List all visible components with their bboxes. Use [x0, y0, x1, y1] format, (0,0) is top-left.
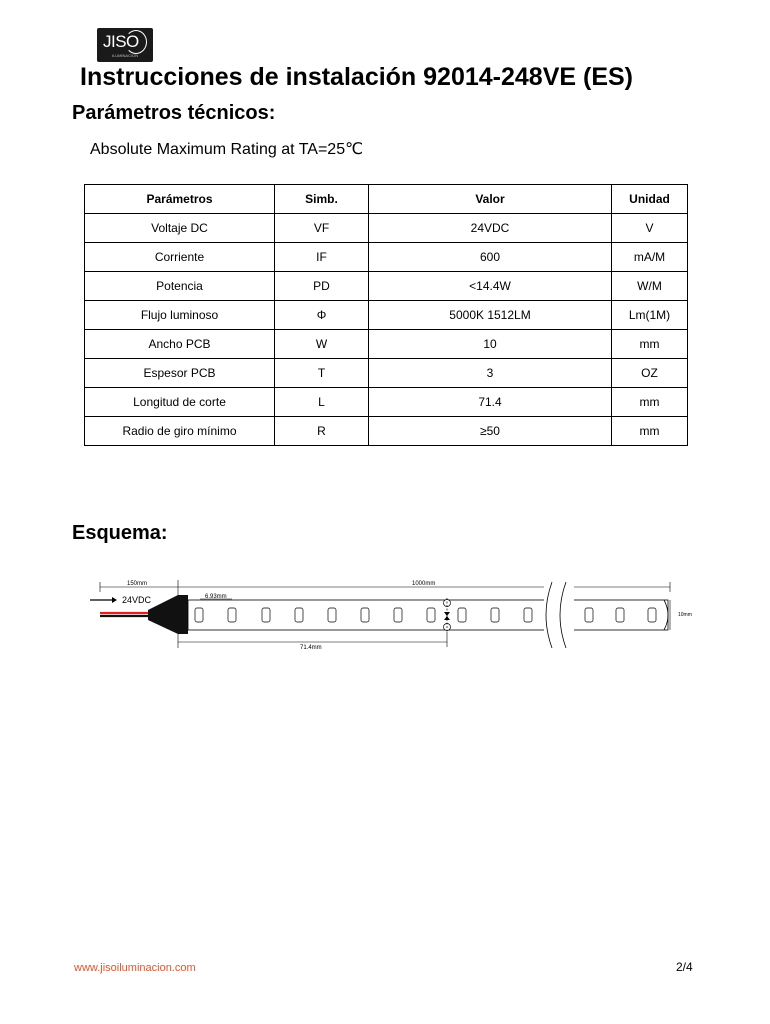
table-cell: IF [275, 243, 369, 272]
table-cell: 24VDC [369, 214, 612, 243]
table-cell: 600 [369, 243, 612, 272]
table-cell: Corriente [85, 243, 275, 272]
table-cell: Ancho PCB [85, 330, 275, 359]
table-cell: L [275, 388, 369, 417]
table-cell: VF [275, 214, 369, 243]
dim-label-wire: 150mm [127, 581, 148, 587]
table-cell: W/M [612, 272, 688, 301]
table-cell: Flujo luminoso [85, 301, 275, 330]
section-heading-parameters: Parámetros técnicos: [72, 102, 276, 124]
dim-label-total: 1000mm [412, 581, 436, 587]
voltage-label: 24VDC [122, 595, 152, 605]
table-row [85, 301, 688, 330]
table-cell: Φ [275, 301, 369, 330]
connector [148, 595, 188, 634]
brand-logo [97, 28, 153, 62]
table-cell: 5000K 1512LM [369, 301, 612, 330]
table-cell: 71.4 [369, 388, 612, 417]
table-cell: Longitud de corte [85, 388, 275, 417]
table-cell: <14.4W [369, 272, 612, 301]
table-cell: Lm(1M) [612, 301, 688, 330]
table-row [85, 359, 688, 388]
table-cell: T [275, 359, 369, 388]
table-cell: ≥50 [369, 417, 612, 446]
logo-ring [125, 30, 147, 54]
table-row [85, 388, 688, 417]
header-cell: Valor [369, 185, 612, 214]
table-header-row [85, 185, 688, 214]
dim-label-cut: 71.4mm [300, 645, 322, 651]
table-row [85, 417, 688, 446]
table-cell: 10 [369, 330, 612, 359]
table-cell: Espesor PCB [85, 359, 275, 388]
table-cell: mm [612, 388, 688, 417]
table-row [85, 243, 688, 272]
table-cell: mm [612, 417, 688, 446]
table-row [85, 330, 688, 359]
dim-label-width: 10mm [678, 612, 692, 618]
table-cell: W [275, 330, 369, 359]
website-link[interactable]: www.jisoiluminacion.com [74, 962, 196, 974]
table-cell: PD [275, 272, 369, 301]
document-title: Instrucciones de instalación 92014-248VE (ES) [80, 63, 634, 91]
table-cell: mA/M [612, 243, 688, 272]
rating-subtitle: Absolute Maximum Rating at TA=25℃ [90, 141, 364, 158]
table-cell: Potencia [85, 272, 275, 301]
table-cell: V [612, 214, 688, 243]
table-row [85, 272, 688, 301]
table-cell: Voltaje DC [85, 214, 275, 243]
spec-table [84, 184, 688, 446]
dim-label-pitch: 6.93mm [205, 594, 227, 600]
logo-subtext: ILUMINACION [111, 53, 139, 58]
led-strip-diagram [0, 570, 770, 660]
table-cell: OZ [612, 359, 688, 388]
table-cell: mm [612, 330, 688, 359]
page-number: 2/4 [676, 960, 693, 974]
table-cell: Radio de giro mínimo [85, 417, 275, 446]
table-row [85, 214, 688, 243]
header-cell: Parámetros [85, 185, 275, 214]
header-cell: Simb. [275, 185, 369, 214]
table-cell: R [275, 417, 369, 446]
section-heading-schema: Esquema: [72, 522, 168, 544]
table-cell: 3 [369, 359, 612, 388]
logo-text: JISO [103, 32, 139, 51]
header-cell: Unidad [612, 185, 688, 214]
